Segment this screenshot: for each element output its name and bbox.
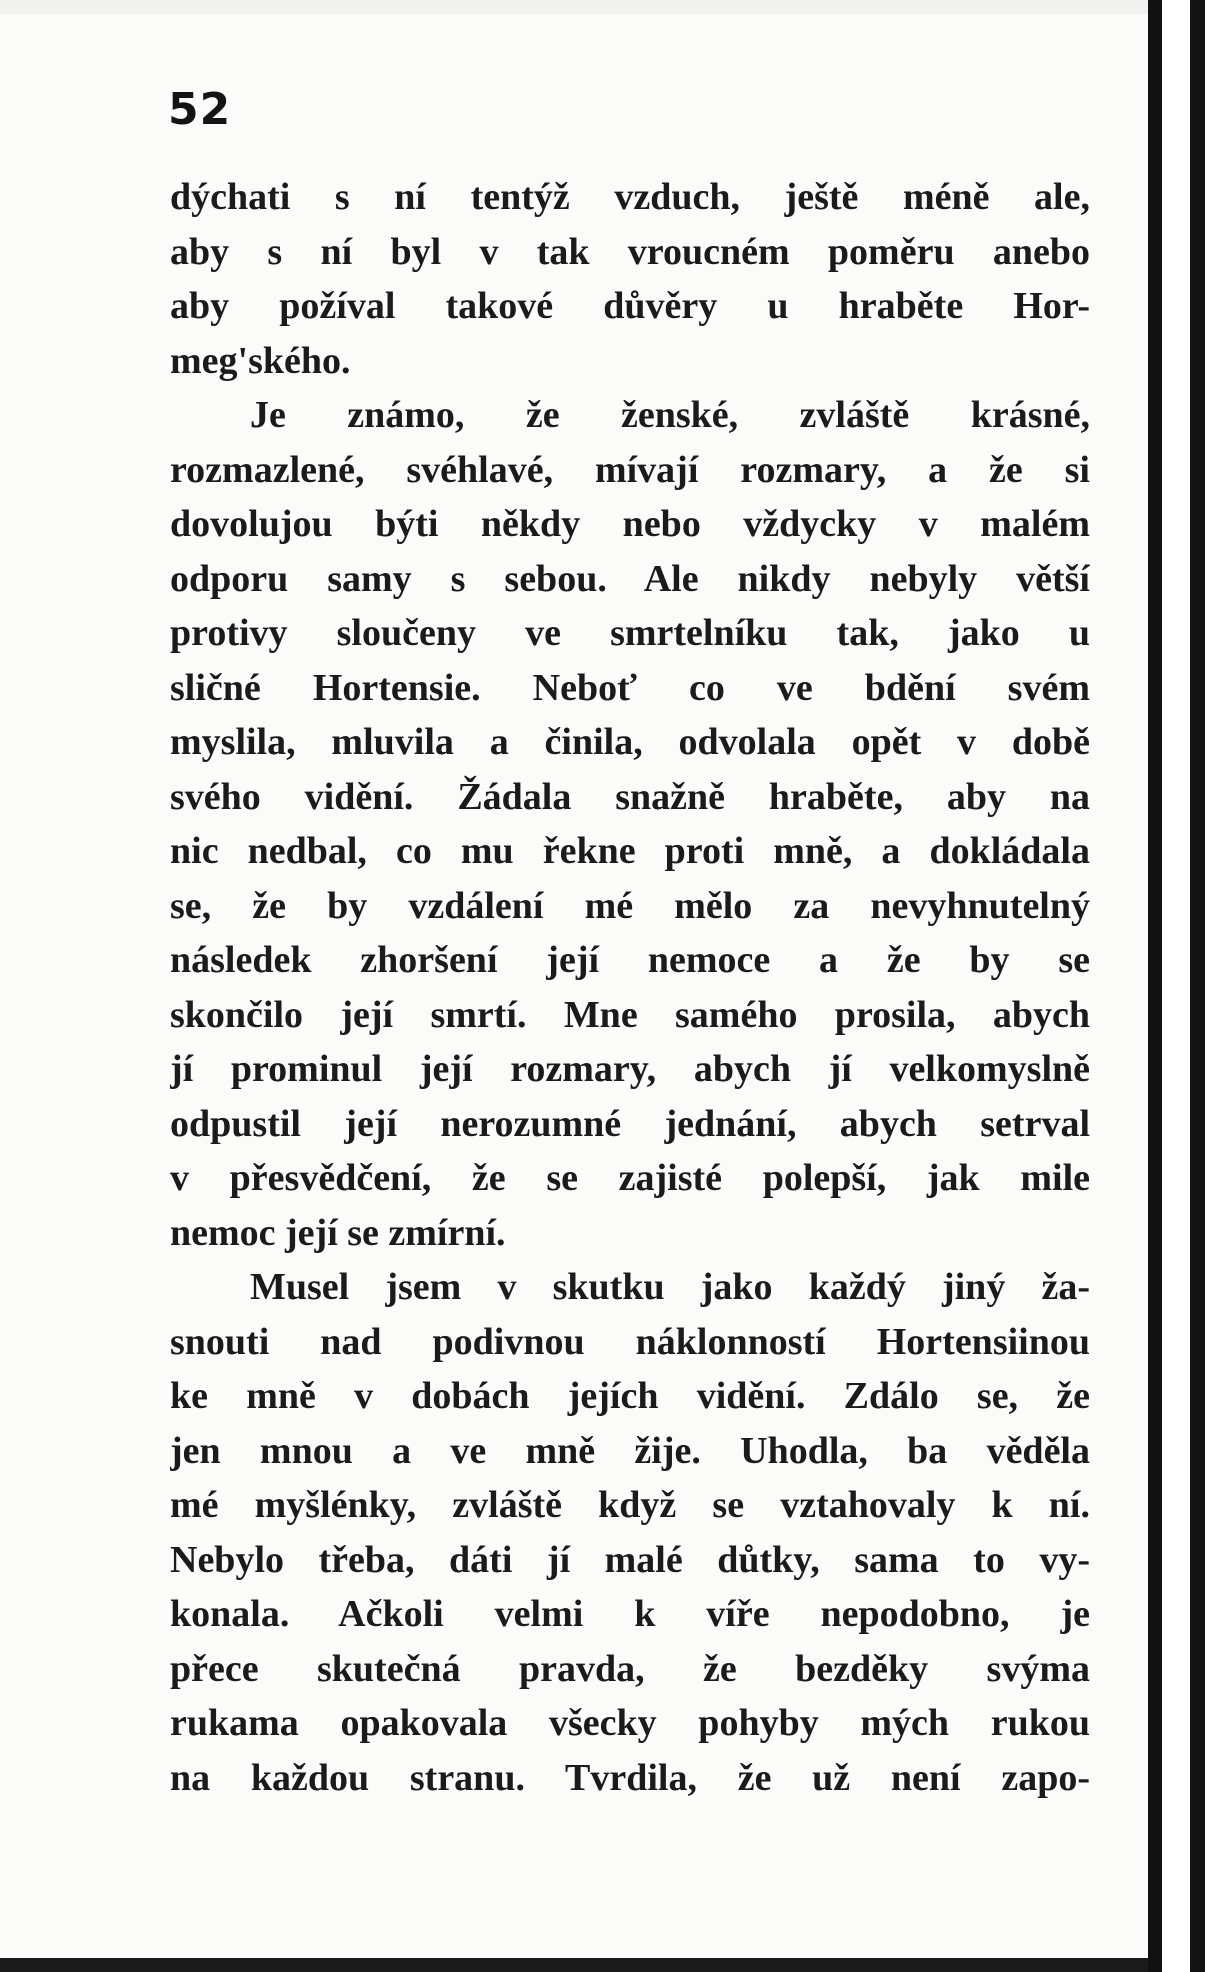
text-line: jí prominul její rozmary, abych jí velkomyslně	[170, 1048, 1090, 1090]
text-line: přece skutečná pravda, že bezděky svýma	[170, 1647, 1090, 1690]
text-line: nic nedbal, co mu řekne proti mně, a dokládala	[170, 830, 1090, 872]
text-line: mé myšlénky, zvláště když se vztahovaly k ní.	[170, 1484, 1090, 1526]
text-line: následek zhoršení její nemoce a že by se	[170, 939, 1090, 981]
text-line: konala. Ačkoli velmi k víře nepodobno, je	[170, 1593, 1090, 1635]
text-line: odporu samy s sebou. Ale nikdy nebyly větší	[170, 557, 1090, 600]
text-line: dovolujou býti někdy nebo vždycky v malém	[170, 503, 1090, 545]
text-line: rukama opakovala všecky pohyby mých rukou	[170, 1702, 1090, 1744]
text-line: dýchati s ní tentýž vzduch, ještě méně ale,	[170, 176, 1090, 218]
text-line: sličné Hortensie. Neboť co ve bdění svém	[170, 666, 1090, 709]
text-line: jen mnou a ve mně žije. Uhodla, ba věděla	[170, 1429, 1090, 1472]
text-line: Musel jsem v skutku jako každý jiný ža-	[250, 1266, 1090, 1308]
text-line: ke mně v dobách jejích vidění. Zdálo se, že	[170, 1375, 1090, 1417]
scan-border-right	[1190, 0, 1205, 1972]
text-line: svého vidění. Žádala snažně hraběte, aby na	[170, 775, 1090, 818]
text-line: na každou stranu. Tvrdila, že už není zapo-	[170, 1756, 1090, 1799]
text-line: v přesvědčení, že se zajisté polepší, jak mile	[170, 1157, 1090, 1199]
text-line: odpustil její nerozumné jednání, abych setrval	[170, 1102, 1090, 1145]
text-line: skončilo její smrtí. Mne samého prosila, abych	[170, 993, 1090, 1036]
text-line: myslila, mluvila a činila, odvolala opět v době	[170, 721, 1090, 763]
text-line: aby požíval takové důvěry u hraběte Hor-	[170, 285, 1090, 327]
text-line: aby s ní byl v tak vroucném poměru anebo	[170, 230, 1090, 273]
page-edge-shadow	[1148, 0, 1162, 1972]
text-line: meg'ského.	[170, 339, 351, 382]
page-number: 52	[168, 84, 232, 135]
text-line: Je známo, že ženské, zvláště krásné,	[250, 394, 1090, 436]
text-line: nemoc její se zmírní.	[170, 1211, 506, 1254]
body-text	[170, 170, 1090, 1805]
text-line: protivy sloučeny ve smrtelníku tak, jako u	[170, 612, 1090, 654]
text-line: se, že by vzdálení mé mělo za nevyhnutelný	[170, 884, 1090, 927]
text-line: Nebylo třeba, dáti jí malé důtky, sama to vy-	[170, 1538, 1090, 1581]
text-line: snouti nad podivnou náklonností Hortensiinou	[170, 1320, 1090, 1363]
text-line: rozmazlené, svéhlavé, mívají rozmary, a že si	[170, 448, 1090, 491]
scan-border-bottom	[0, 1958, 1148, 1972]
